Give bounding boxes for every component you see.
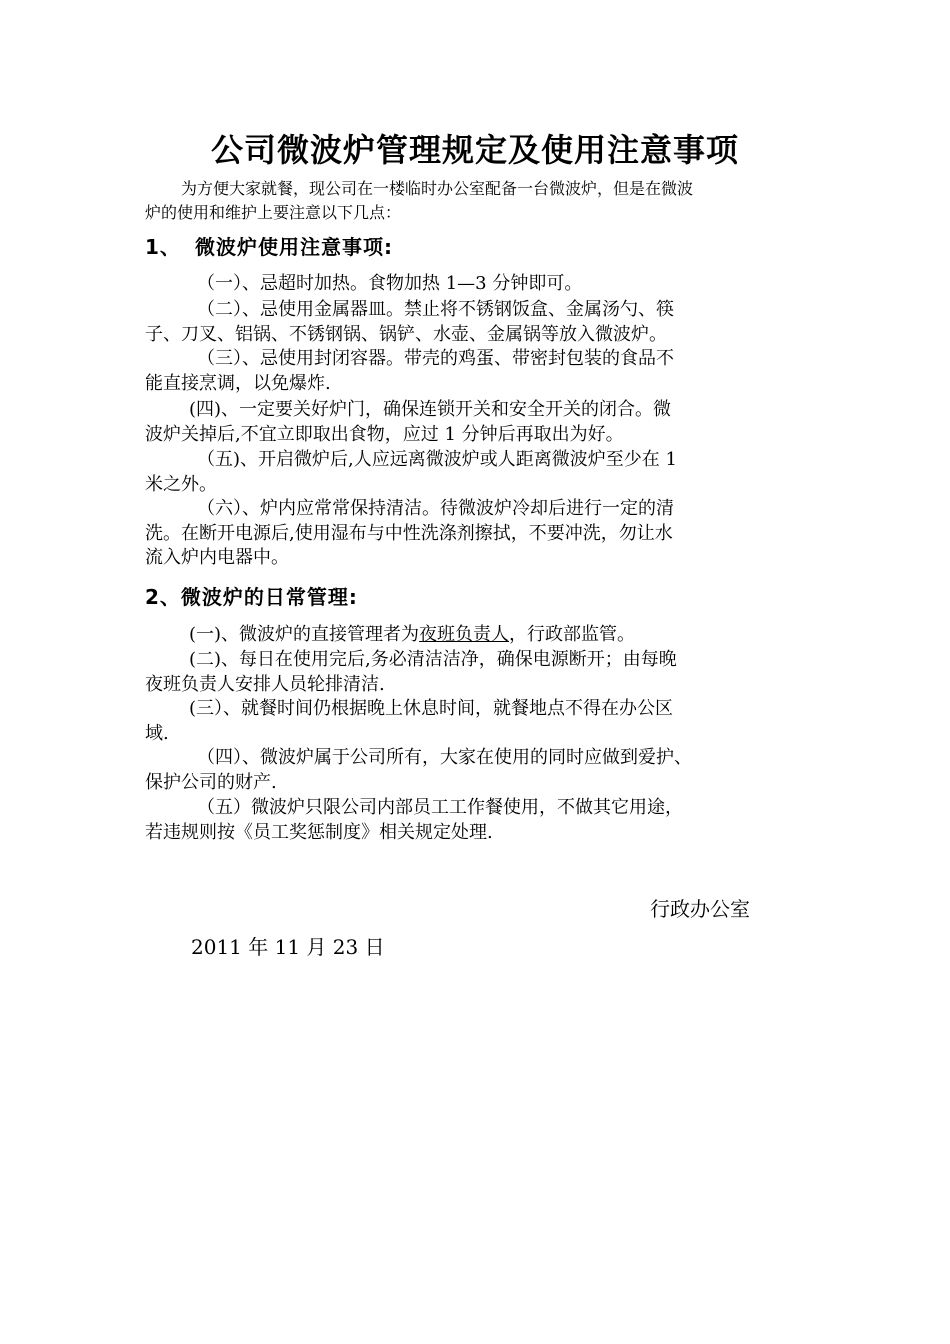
item-line: （五)、开启微炉后,人应远离微波炉或人距离微波炉至少在 1: [197, 449, 677, 470]
section-2-item-2: [145, 648, 810, 697]
section-1-item-3: [145, 347, 810, 396]
section-2-heading: 2、微波炉的日常管理:: [145, 585, 358, 609]
item-line: （二）、忌使用金属器皿。禁止将不锈钢饭盒、金属汤勺、筷: [197, 299, 674, 320]
section-1-item-5: [145, 448, 810, 497]
section-1-heading-text: 微波炉使用注意事项:: [195, 235, 393, 259]
underlined-role: 夜班负责人: [419, 624, 510, 645]
item-line: 域.: [145, 722, 169, 744]
item-line: (三）、就餐时间仍根据晚上休息时间，就餐地点不得在办公区: [189, 698, 674, 719]
section-2-item-4: [145, 746, 810, 795]
item-line: 子、刀叉、铝锅、不锈钢锅、锅铲、水壶、金属锅等放入微波炉。: [145, 323, 667, 345]
item-line: 能直接烹调，以免爆炸.: [145, 372, 331, 394]
signature-office: 行政办公室: [650, 897, 750, 921]
item-line: 若违规则按《员工奖惩制度》相关规定处理.: [145, 821, 493, 843]
intro-line: 为方便大家就餐，现公司在一楼临时办公室配备一台微波炉，但是在微波: [181, 179, 694, 198]
item-line: （六）、炉内应常常保持清洁。待微波炉冷却后进行一定的清: [197, 498, 674, 519]
intro-paragraph: [145, 177, 810, 225]
item-line: 洗。在断开电源后,使用湿布与中性洗涤剂擦拭，不要冲洗，勿让水: [145, 522, 673, 544]
item-text: ，行政部监管。: [509, 624, 636, 645]
item-line: （三）、忌使用封闭容器。带壳的鸡蛋、带密封包装的食品不: [197, 348, 674, 369]
item-line: [145, 623, 810, 648]
section-1-item-6: [145, 497, 810, 571]
section-1-item-1: [145, 272, 810, 297]
item-text: (一)、微波炉的直接管理者为: [189, 624, 420, 645]
section-2-item-3: [145, 697, 810, 746]
item-line: 波炉关掉后,不宜立即取出食物，应过 1 分钟后再取出为好。: [145, 423, 624, 445]
section-2-item-5: [145, 796, 810, 845]
item-line: （一）、忌超时加热。食物加热 1—3 分钟即可。: [197, 273, 583, 294]
item-line: 保护公司的财产.: [145, 771, 277, 793]
item-line: (四)、一定要关好炉门，确保连锁开关和安全开关的闭合。微: [189, 399, 672, 420]
intro-line: 炉的使用和维护上要注意以下几点：: [145, 203, 402, 222]
section-1-number: 1、: [145, 235, 181, 259]
item-line: （四）、微波炉属于公司所有，大家在使用的同时应做到爱护、: [197, 747, 692, 768]
section-2-item-1: [145, 623, 810, 648]
section-1-item-2: [145, 298, 810, 347]
item-line: (二)、每日在使用完后,务必清洁洁净，确保电源断开；由每晚: [189, 649, 677, 670]
item-line: 流入炉内电器中。: [145, 547, 289, 568]
document-date: 2011 年 11 月 23 日: [191, 935, 385, 959]
section-1-heading: [145, 233, 393, 261]
section-1-item-4: [145, 398, 810, 447]
item-line: 夜班负责人安排人员轮排清洁.: [145, 673, 385, 695]
item-line: 米之外。: [145, 473, 217, 495]
document-title: 公司微波炉管理规定及使用注意事项: [210, 131, 739, 169]
item-line: （五）微波炉只限公司内部员工工作餐使用，不做其它用途，: [197, 797, 683, 818]
